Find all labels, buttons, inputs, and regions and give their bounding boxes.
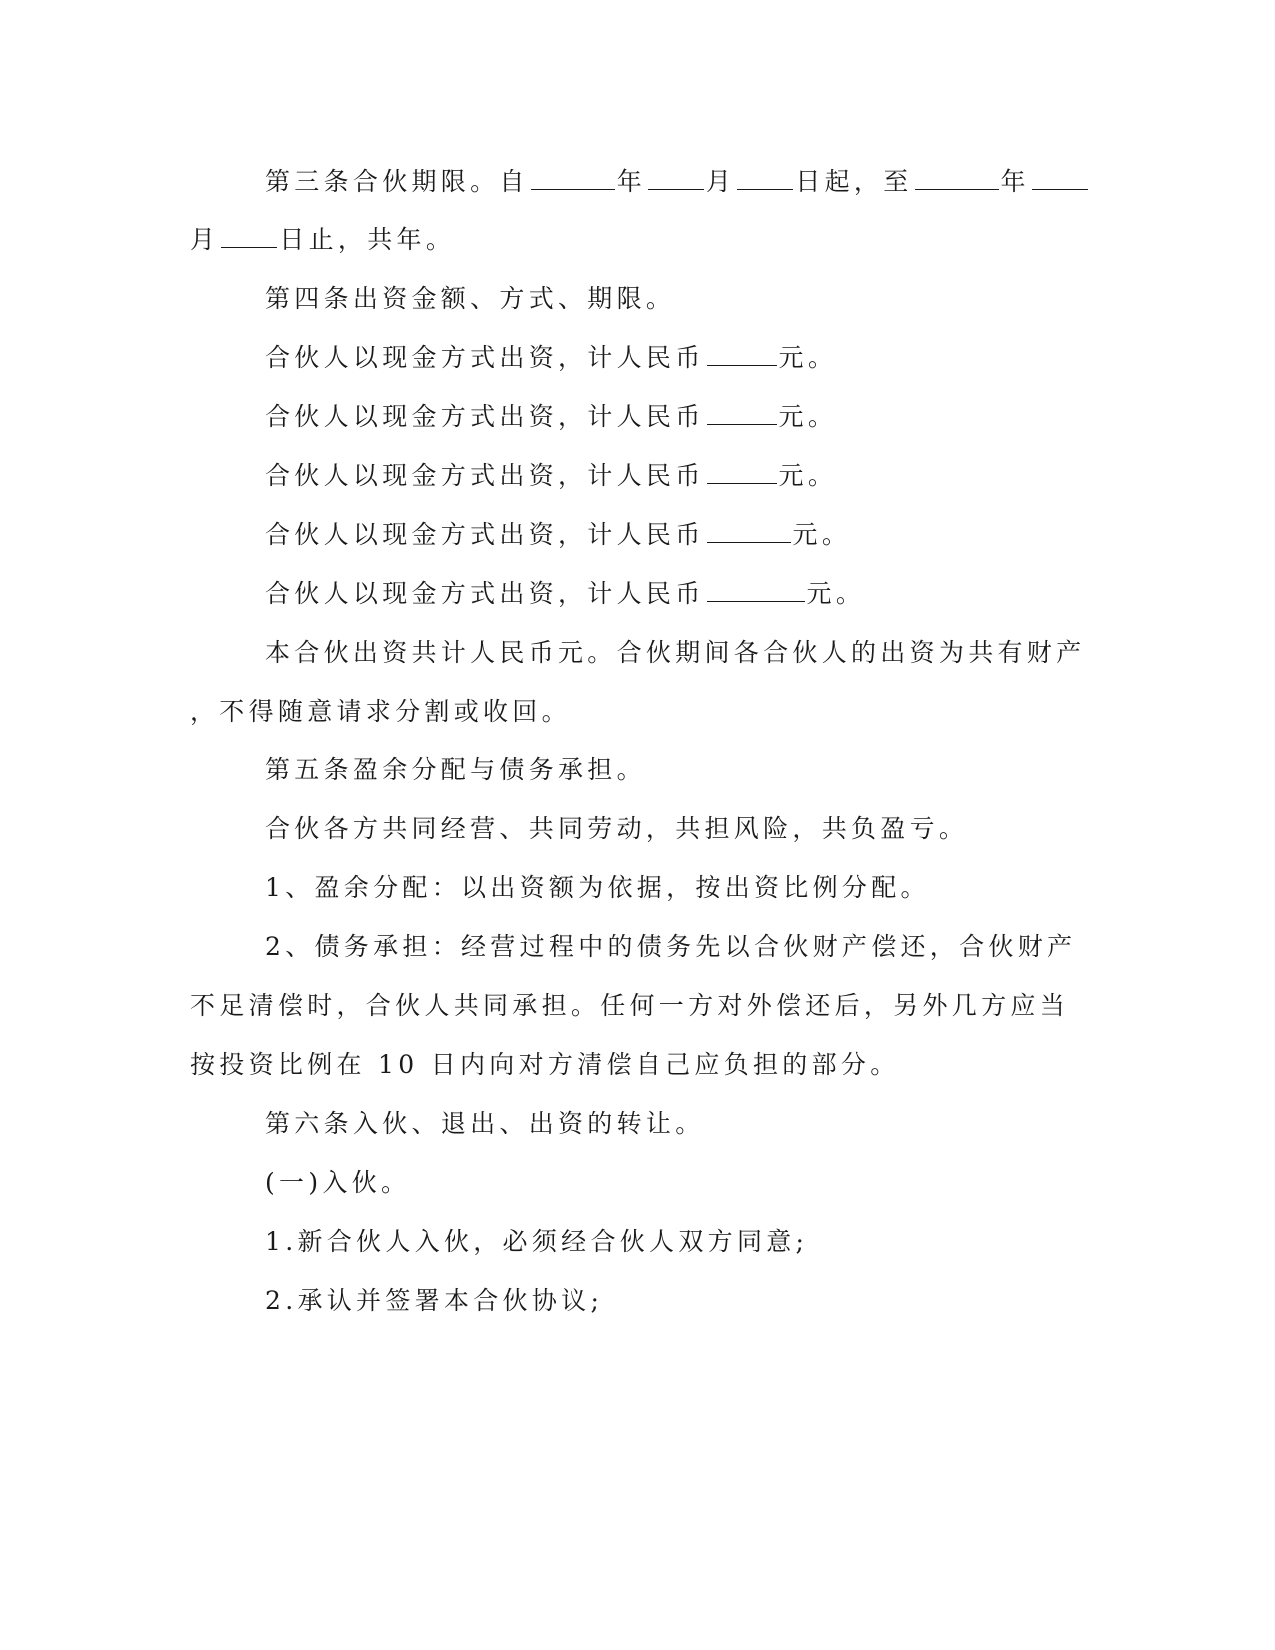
contribution-prefix: 合伙人以现金方式出资，计人民币 — [265, 402, 705, 431]
contribution-prefix: 合伙人以现金方式出资，计人民币 — [265, 579, 705, 608]
contribution-suffix: 元。 — [778, 402, 838, 431]
article4-title: 第四条出资金额、方式、期限。 — [265, 284, 676, 313]
amount-blank — [707, 343, 777, 366]
contribution-suffix: 元。 — [778, 461, 838, 490]
day-start-blank — [737, 167, 793, 190]
day-end-blank — [221, 225, 277, 248]
article3-label: 第三条合伙期限。自 — [265, 167, 529, 196]
month-end-unit: 月 — [190, 225, 220, 254]
article3-line2 — [190, 222, 455, 258]
contribution-suffix: 元。 — [806, 579, 866, 608]
year-start-blank — [531, 167, 615, 190]
contribution-line-5 — [265, 576, 865, 612]
month-start-unit: 月 — [706, 167, 736, 196]
total-line-2: ，不得随意请求分割或收回。 — [190, 697, 571, 726]
contribution-line-1 — [265, 340, 837, 376]
article5-title: 第五条盈余分配与债务承担。 — [265, 755, 646, 784]
year-end-unit: 年 — [1000, 167, 1030, 196]
amount-blank — [707, 579, 805, 602]
contribution-line-4 — [265, 517, 851, 553]
article6-item2: 2.承认并签署本合伙协议; — [265, 1286, 604, 1315]
article3-line1 — [265, 164, 1090, 200]
amount-blank — [707, 461, 777, 484]
contribution-suffix: 元。 — [792, 520, 852, 549]
article6-item1: 1.新合伙人入伙，必须经合伙人双方同意; — [265, 1227, 809, 1256]
day-end-unit: 日止，共年。 — [279, 225, 456, 254]
amount-blank — [707, 520, 791, 543]
contribution-line-3 — [265, 458, 837, 494]
amount-blank — [707, 402, 777, 425]
contribution-line-2 — [265, 399, 837, 435]
article5-intro: 合伙各方共同经营、共同劳动，共担风险，共负盈亏。 — [265, 814, 969, 843]
total-line-1: 本合伙出资共计人民币元。合伙期间各合伙人的出资为共有财产 — [265, 638, 1086, 667]
year-start-unit: 年 — [616, 167, 647, 196]
day-start-unit: 日起，至 — [795, 167, 913, 196]
article5-item1: 1、盈余分配：以出资额为依据，按出资比例分配。 — [265, 873, 930, 902]
month-end-blank — [1032, 167, 1088, 190]
contribution-prefix: 合伙人以现金方式出资，计人民币 — [265, 461, 705, 490]
article6-sub1: (一)入伙。 — [265, 1168, 411, 1197]
contribution-prefix: 合伙人以现金方式出资，计人民币 — [265, 520, 705, 549]
month-start-blank — [648, 167, 704, 190]
contribution-suffix: 元。 — [778, 343, 838, 372]
article5-item2-line2: 不足清偿时，合伙人共同承担。任何一方对外偿还后，另外几方应当 — [190, 991, 1070, 1020]
article5-item2-line1: 2、债务承担：经营过程中的债务先以合伙财产偿还，合伙财产 — [265, 932, 1077, 961]
contribution-prefix: 合伙人以现金方式出资，计人民币 — [265, 343, 705, 372]
article5-item2-line3: 按投资比例在 10 日内向对方清偿自己应负担的部分。 — [190, 1050, 900, 1079]
year-end-blank — [915, 167, 999, 190]
article6-title: 第六条入伙、退出、出资的转让。 — [265, 1109, 705, 1138]
